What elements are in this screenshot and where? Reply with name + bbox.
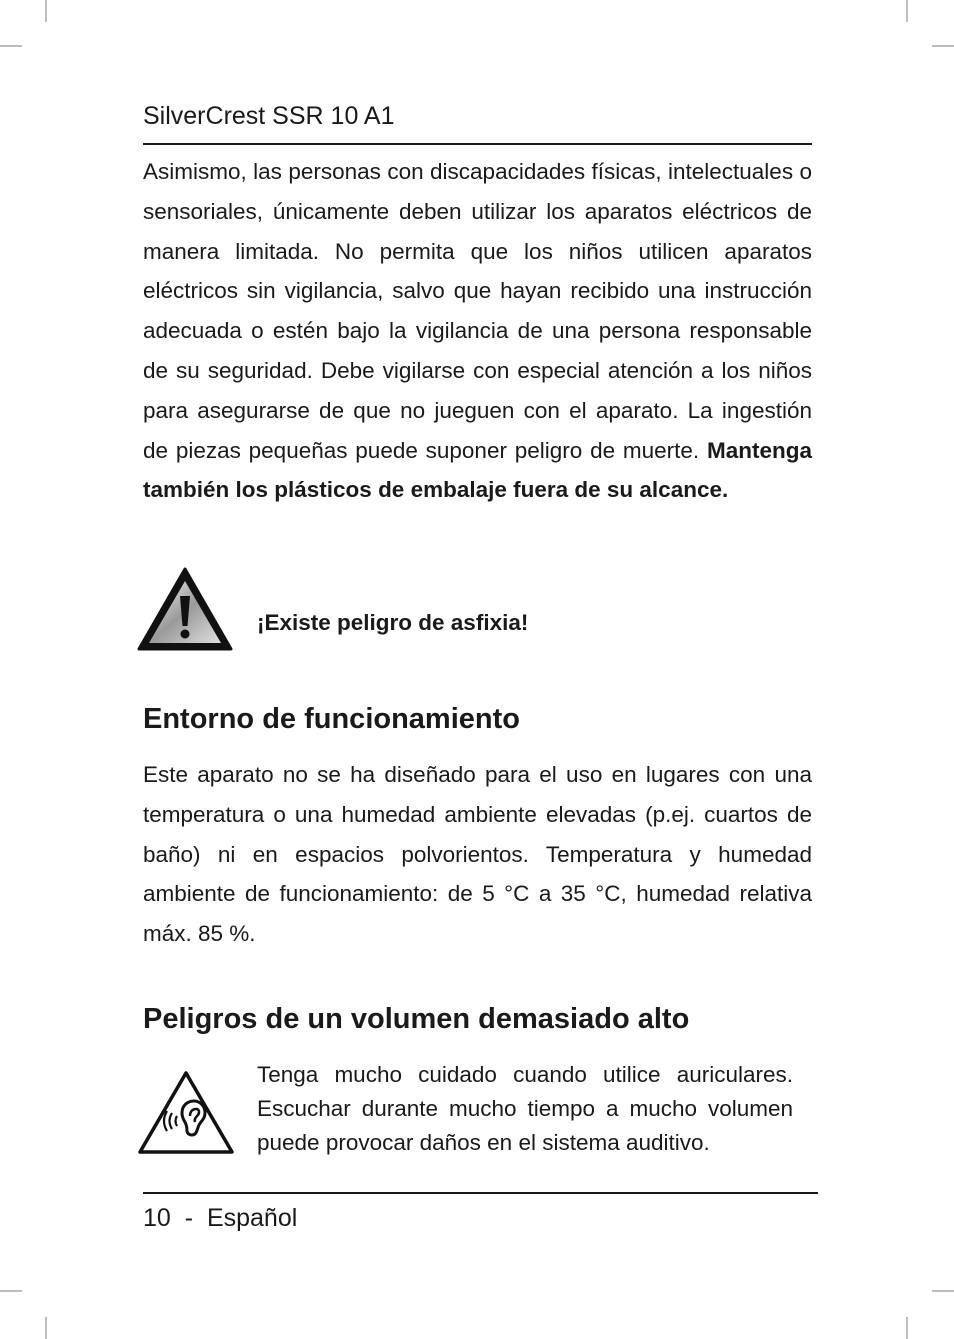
crop-mark bbox=[0, 45, 22, 47]
header-rule bbox=[143, 143, 812, 145]
crop-mark bbox=[906, 1317, 908, 1339]
crop-mark bbox=[932, 45, 954, 47]
section-heading-operating-environment: Entorno de funcionamiento bbox=[143, 703, 520, 735]
section-heading-volume-hazards: Peligros de un volumen demasiado alto bbox=[143, 1003, 690, 1035]
crop-mark bbox=[906, 0, 908, 22]
intro-text: Asimismo, las personas con discapacidades físicas, intelectuales o sensoriales, únicamente deben utilizar los aparatos eléctricos de manera limitada. No permita que los niños utilicen aparatos eléctricos sin vigilancia, salvo que hayan recibido una instrucción adecuada o estén bajo la vigilancia de una persona responsable de su seguridad. Debe vigilarse con especial atención a los niños para asegurarse de que no jueguen con el aparato. La ingestión de piezas pequeñas puede suponer peligro de muerte. bbox=[143, 159, 812, 463]
page-header: SilverCrest SSR 10 A1 bbox=[143, 102, 395, 130]
warning-text: ¡Existe peligro de asfixia! bbox=[257, 610, 529, 635]
hearing-warning-icon bbox=[137, 1069, 235, 1155]
crop-mark bbox=[45, 0, 47, 22]
intro-paragraph bbox=[143, 152, 812, 510]
volume-warning-paragraph: Tenga mucho cuidado cuando utilice auriculares. Escuchar durante mucho tiempo a mucho volumen puede provocar daños en el sistema auditivo. bbox=[257, 1062, 793, 1155]
crop-mark bbox=[932, 1290, 954, 1292]
intro-bold-text: Mantenga también los plásticos de embalaje fuera de su alcance. bbox=[143, 437, 812, 503]
page-footer bbox=[143, 1200, 297, 1236]
crop-mark bbox=[0, 1290, 22, 1292]
warning-triangle-icon bbox=[136, 566, 234, 652]
footer-language: Español bbox=[206, 1204, 298, 1232]
footer-rule bbox=[143, 1192, 818, 1194]
operating-environment-paragraph: Este aparato no se ha diseñado para el uso en lugares con una temperatura o una humedad ambiente elevadas (p.ej. cuartos de baño) ni en espacios polvorientos. Temperatura y humedad ambiente de funcionamiento: de 5 °C a 35 °C, humedad relativa máx. 85 %. bbox=[143, 762, 812, 947]
page-number: 10 bbox=[143, 1204, 171, 1232]
footer-separator: - bbox=[184, 1204, 194, 1232]
crop-mark bbox=[45, 1317, 47, 1339]
